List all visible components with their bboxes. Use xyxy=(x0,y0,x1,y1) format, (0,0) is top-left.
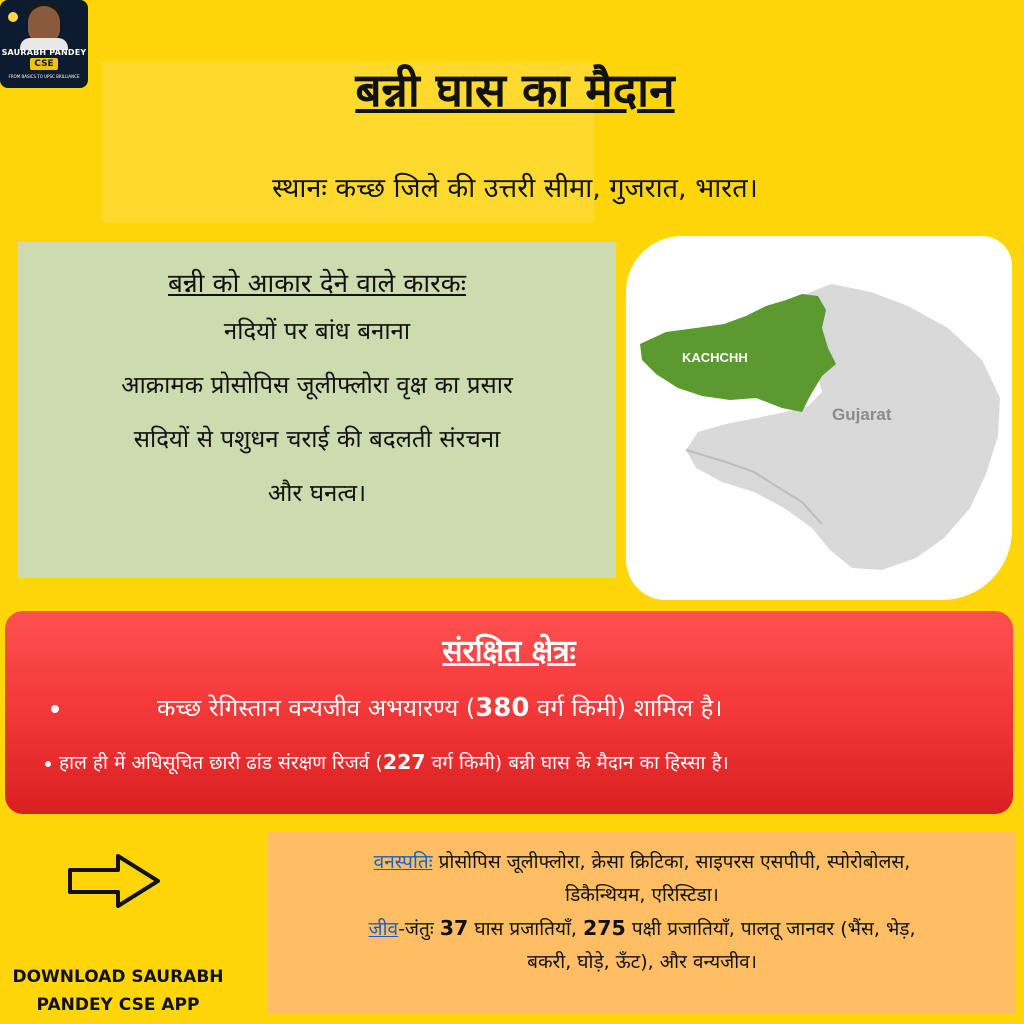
factors-box xyxy=(18,242,616,578)
flora-line-2: डिकैन्थियम, एरिस्टिडा। xyxy=(565,884,719,906)
factor-item: और घनत्व। xyxy=(267,479,367,507)
fauna-line-1 xyxy=(268,912,1016,946)
flora-text-1: प्रोसोपिस जूलीफ्लोरा, क्रेसा क्रिटिका, साइपरस एसपीपी, स्पोरोबोलस, xyxy=(438,851,911,873)
right-arrow-icon xyxy=(66,850,162,912)
protected-areas-box xyxy=(5,611,1013,814)
brand-logo xyxy=(0,0,88,88)
bullet-icon xyxy=(45,761,51,767)
flora-link[interactable]: वनस्पतिः xyxy=(373,851,433,873)
page-title: बन्नी घास का मैदान xyxy=(355,63,675,117)
factors-heading: बन्नी को आकार देने वाले कारकः xyxy=(168,269,466,299)
protected-bullet-2 xyxy=(45,749,1005,775)
bullet-2-number: 227 xyxy=(382,750,426,774)
fauna-label-suffix: -जंतुः xyxy=(398,918,434,940)
bullet-1-number: 380 xyxy=(475,693,530,723)
factor-item: आक्रामक प्रोसोपिस जूलीफ्लोरा वृक्ष का प्रसार xyxy=(121,371,513,399)
fauna-grass-count: 37 xyxy=(439,916,469,940)
download-line-1: DOWNLOAD SAURABH xyxy=(12,967,224,987)
fauna-link[interactable]: जीव xyxy=(368,918,399,940)
fauna-text-1: घास प्रजातियाँ, xyxy=(468,918,583,940)
gujarat-map xyxy=(626,236,1012,600)
bullet-2-pre: हाल ही में अधिसूचित छारी ढांड संरक्षण रिजर्व ( xyxy=(59,752,383,774)
download-line-2: PANDEY CSE APP xyxy=(36,995,200,1015)
protected-heading: संरक्षित क्षेत्रः xyxy=(442,634,576,669)
bullet-1-pre: कच्छ रेगिस्तान वन्यजीव अभयारण्य ( xyxy=(157,694,476,722)
fauna-text-2: पक्षी प्रजातियाँ, पालतू जानवर (भैंस, भेड़, xyxy=(625,918,916,940)
fauna-line-2: बकरी, घोड़े, ऊँट), और वन्यजीव। xyxy=(527,951,757,973)
fauna-bird-count: 275 xyxy=(583,916,626,940)
bullet-icon xyxy=(51,705,59,713)
location-line: स्थानः कच्छ जिले की उत्तरी सीमा, गुजरात, भारत। xyxy=(272,173,758,204)
factor-item: सदियों से पशुधन चराई की बदलती संरचना xyxy=(133,425,501,453)
flora-fauna-box xyxy=(268,832,1016,1014)
map-state-label: Gujarat xyxy=(832,405,892,424)
presenter-photo xyxy=(28,6,60,42)
logo-badge: CSE xyxy=(30,58,58,70)
logo-tagline: FROM BASICS TO UPSC BRILLIANCE xyxy=(8,74,80,79)
bullet-1-post: वर्ग किमी) शामिल है। xyxy=(529,694,723,722)
logo-name: SAURABH PANDEY xyxy=(1,48,87,57)
bulb-icon xyxy=(8,12,18,22)
bullet-1-text xyxy=(157,691,723,724)
bullet-2-post: वर्ग किमी) बन्नी घास के मैदान का हिस्सा है। xyxy=(425,752,729,774)
factor-item: नदियों पर बांध बनाना xyxy=(223,317,411,345)
flora-line-1 xyxy=(268,846,1016,879)
map-region-label: KACHCHH xyxy=(682,350,748,365)
download-app-cta[interactable] xyxy=(0,963,236,1019)
